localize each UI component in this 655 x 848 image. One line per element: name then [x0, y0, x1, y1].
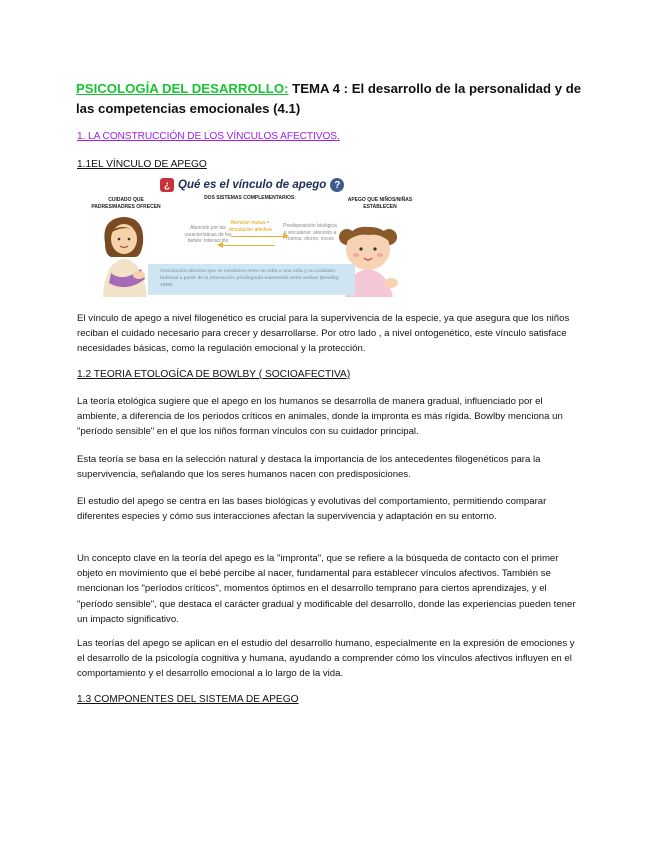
infographic-title [160, 176, 344, 194]
arrow-right-icon [231, 236, 287, 237]
child-note: Predisposición biológica a vincularse: atención a rostros, olores, voces [283, 223, 337, 242]
course-title: PSICOLOGÍA DEL DESARROLLO: [76, 81, 289, 96]
caregiver-note: Atención por las características de los bebés: interacción [184, 225, 232, 244]
paragraph-2: La teoría etológica sugiere que el apego en los humanos se desarrolla de manera gradual, influenciado por el ambiente, a diferencia de los periodos críticos en animales, donde la impronta es más rígida. Bowlby menciona un "período sensible" en el que los niños forman vínculos con su cuidador principal. [77, 396, 563, 438]
mutual-attention-note: Atención mutua = vinculación afectiva [228, 220, 272, 233]
definition-text: Vinculación afectiva que se establece entre un niño o una niña y su cuidador habitual a partir de la interacción privilegiada mantenida entre ambos (Bowlby, 1969) [160, 269, 340, 288]
definition-box [148, 264, 355, 295]
infographic-title-text: Qué es el vínculo de apego [178, 179, 327, 191]
subsection-heading-1-1: 1.1EL VÍNCULO DE APEGO [77, 159, 207, 170]
question-close-icon: ? [330, 178, 344, 192]
subsection-heading-1-2: 1.2 TEORIA ETOLOGÍCA DE BOWLBY ( SOCIOAFECTIVA) [77, 369, 351, 380]
document-title [76, 79, 586, 119]
paragraph-1: El vínculo de apego a nivel filogenético es crucial para la supervivencia de la especie, ya que asegura que los niños reciban el cuidado necesario para crecer y desarrollarse. Por otro lado , a nivel ontogenético, este vínculo satisface necesidades básicas, como la regulación emocional y la protección. [77, 313, 570, 355]
caregiver-label: CUIDADO QUE PADRES/MADRES OFRECEN [91, 197, 161, 210]
paragraph-4: El estudio del apego se centra en las bases biológicas y evolutivas del comportamiento, permitiendo comparar diferentes especies y cómo sus interacciones afectan la supervivencia y adaptación en su entorno. [77, 496, 547, 523]
paragraph-3: Esta teoría se basa en la selección natural y destaca la importancia de los antecedentes filogenéticos para la supervivencia, señalando que los seres humanos nacen con predisposiciones. [77, 454, 541, 481]
arrow-left-icon [219, 245, 275, 246]
center-label: DOS SISTEMAS COMPLEMENTARIOS: [204, 195, 296, 201]
section-heading-1: 1. LA CONSTRUCCIÓN DE LOS VÍNCULOS AFECTIVOS. [77, 131, 340, 142]
subsection-heading-1-3: 1.3 COMPONENTES DEL SISTEMA DE APEGO [77, 694, 299, 705]
topic-title: TEMA 4 : El desarrollo de la personalidad y de las competencias emocionales (4.1) [76, 81, 582, 116]
question-open-icon: ¿ [160, 178, 174, 192]
child-label: APEGO QUE NIÑOS/NIÑAS ESTABLECEN [347, 197, 413, 210]
attachment-infographic [91, 173, 416, 297]
paragraph-5: Un concepto clave en la teoría del apego es la "impronta", que se refiere a la búsqueda de contacto con el primer objeto en movimiento que el bebé percibe al nacer, fundamental para establecer vínculos afectivos. También se mencionan los "períodos críticos", momentos óptimos en el desarrollo temprano para ciertos aprendizajes, y el "período sensible", que destaca el carácter gradual y modificable del desarrollo, donde las experiencias pueden tener un impacto significativo. [77, 553, 576, 625]
paragraph-6: Las teorías del apego se aplican en el estudio del desarrollo humano, especialmente en la expresión de emociones y el desarrollo de la psicología cognitiva y humana, ayudando a comprender cómo los vínculos afectivos influyen en el comportamiento y el desarrollo emocional a lo largo de la vida. [77, 638, 575, 680]
